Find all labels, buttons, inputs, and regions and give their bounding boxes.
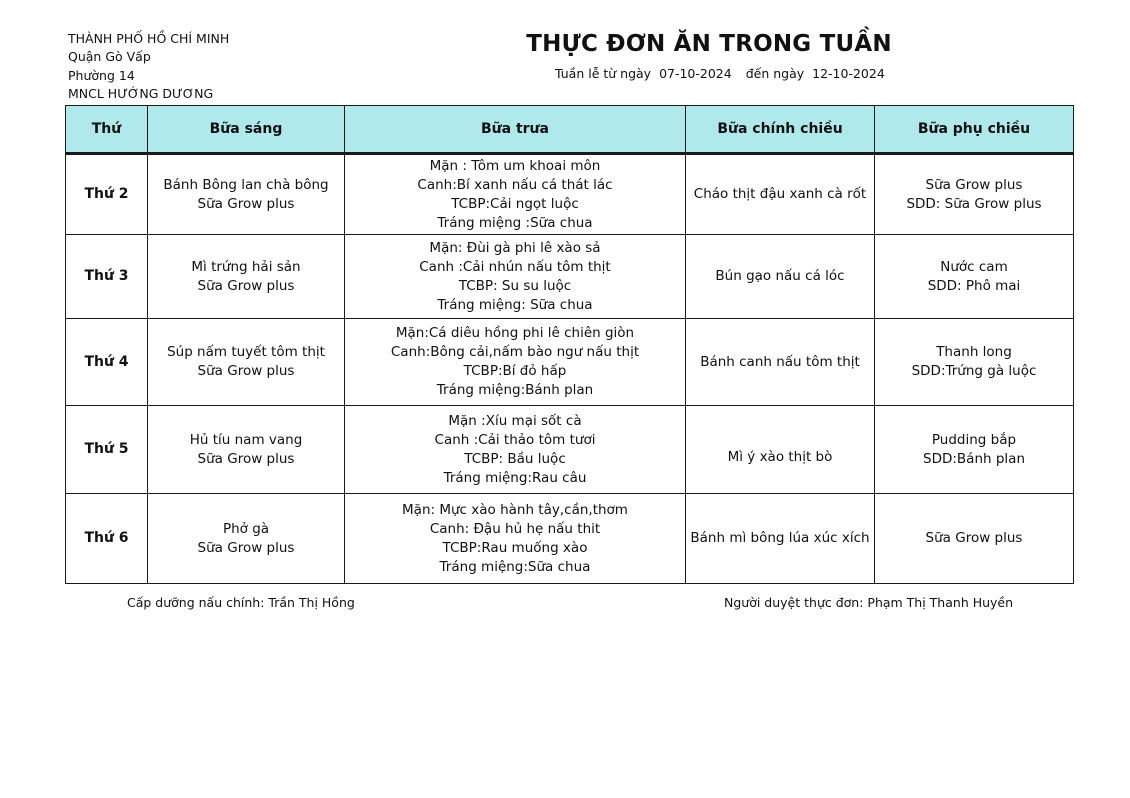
menu-line: Tráng miệng:Sữa chua (439, 558, 591, 575)
menu-line: Tráng miệng: Sữa chua (437, 296, 593, 313)
table-row (66, 406, 1074, 494)
menu-line: Mặn : Tôm um khoai môn (429, 157, 601, 174)
table-header-row (66, 106, 1074, 154)
afternoon-main-cell (686, 154, 875, 235)
menu-line: Thanh long (936, 344, 1012, 360)
menu-line: Phở gà (222, 520, 270, 537)
menu-line: TCBP:Rau muống xào (442, 539, 588, 556)
day-cell: Thứ 5 (66, 406, 148, 494)
menu-line: Canh :Cải nhún nấu tôm thịt (419, 258, 611, 275)
menu-line: Bánh canh nấu tôm thịt (700, 353, 860, 370)
menu-line: Tráng miệng:Bánh plan (436, 382, 594, 398)
menu-line: Súp nấm tuyết tôm thịt (167, 344, 325, 360)
day-cell: Thứ 6 (66, 494, 148, 584)
breakfast-cell (148, 406, 345, 494)
menu-line: Canh: Đậu hủ hẹ nấu thit (429, 520, 601, 537)
school-info (68, 30, 229, 103)
lunch-cell (345, 494, 686, 584)
menu-line: Hủ tíu nam vang (189, 431, 303, 448)
menu-line: Canh:Bông cải,nấm bào ngư nấu thịt (390, 344, 640, 360)
afternoon-snack-cell (875, 319, 1074, 406)
menu-line: Sữa Grow plus (925, 176, 1023, 193)
day-cell: Thứ 3 (66, 235, 148, 319)
cook-signature: Cấp dưỡng nấu chính: Trần Thị Hồng (127, 595, 355, 610)
menu-line: Sữa Grow plus (197, 539, 295, 556)
approver-signature: Người duyệt thực đơn: Phạm Thị Thanh Huyền (724, 595, 1014, 610)
menu-line: Canh:Bí xanh nấu cá thát lác (417, 176, 613, 193)
week-mid-text: đến ngày (745, 66, 805, 81)
menu-line: TCBP: Bầu luộc (464, 450, 566, 467)
afternoon-main-cell (686, 319, 875, 406)
breakfast-cell (148, 235, 345, 319)
menu-line: TCBP:Cải ngọt luộc (451, 195, 579, 212)
menu-line: Sữa Grow plus (197, 277, 295, 294)
afternoon-main-cell (686, 406, 875, 494)
week-range (555, 66, 889, 81)
menu-line: Tráng miệng:Rau câu (443, 469, 587, 486)
menu-line: Cháo thịt đậu xanh cà rốt (693, 186, 867, 202)
menu-line: Sữa Grow plus (197, 450, 295, 467)
day-cell: Thứ 4 (66, 319, 148, 406)
menu-line: SDD:Bánh plan (923, 450, 1025, 467)
afternoon-main-cell (686, 235, 875, 319)
table-row (66, 319, 1074, 406)
week-start-date: 07-10-2024 (659, 66, 732, 81)
menu-line: Bánh mì bông lúa xúc xích (690, 530, 870, 546)
district-name: Quận Gò Vấp (68, 49, 151, 65)
page-title: THỰC ĐƠN ĂN TRONG TUẦN (526, 31, 892, 57)
menu-line: Mặn:Cá diêu hồng phi lê chiên giòn (395, 325, 635, 341)
menu-line: TCBP:Bí đỏ hấp (463, 363, 567, 379)
afternoon-main-cell (686, 494, 875, 584)
afternoon-snack-cell (875, 494, 1074, 584)
menu-line: Tráng miệng :Sữa chua (437, 214, 593, 231)
column-header-afternoon-main: Bữa chính chiều (686, 106, 875, 154)
table-row (66, 235, 1074, 319)
menu-line: Mặn: Mực xào hành tây,cần,thơm (402, 501, 628, 518)
menu-line: Mì trứng hải sản (191, 258, 301, 275)
week-prefix: Tuần lễ từ ngày (555, 66, 652, 81)
breakfast-cell (148, 319, 345, 406)
menu-line: Mặn: Đùi gà phi lê xào sả (429, 239, 601, 256)
afternoon-snack-cell (875, 235, 1074, 319)
column-header-afternoon-snack: Bữa phụ chiều (875, 106, 1074, 154)
menu-line: Bánh Bông lan chà bông (163, 176, 329, 193)
menu-line: Bún gạo nấu cá lóc (715, 268, 845, 284)
ward-name: Phường 14 (68, 67, 135, 83)
column-header-lunch: Bữa trưa (345, 106, 686, 154)
lunch-cell (345, 235, 686, 319)
day-cell: Thứ 2 (66, 154, 148, 235)
menu-line: Sữa Grow plus (197, 195, 295, 212)
lunch-cell (345, 319, 686, 406)
lunch-cell (345, 406, 686, 494)
menu-line: Mặn :Xíu mại sốt cà (448, 412, 582, 429)
afternoon-snack-cell (875, 406, 1074, 494)
breakfast-cell (148, 494, 345, 584)
menu-line: SDD:Trứng gà luộc (911, 363, 1037, 379)
menu-line: Sữa Grow plus (925, 530, 1023, 546)
table-row (66, 154, 1074, 235)
column-header-breakfast: Bữa sáng (148, 106, 345, 154)
lunch-cell (345, 154, 686, 235)
menu-line: Pudding bắp (931, 431, 1017, 448)
menu-line: SDD: Phô mai (927, 277, 1021, 294)
table-row (66, 494, 1074, 584)
menu-line: Mì ý xào thịt bò (727, 449, 833, 465)
menu-line: Nước cam (940, 258, 1008, 275)
menu-line: SDD: Sữa Grow plus (906, 195, 1042, 212)
menu-line: TCBP: Su su luộc (458, 277, 572, 294)
school-name: MNCL HƯỚNG DƯƠNG (68, 85, 214, 101)
week-end-date: 12-10-2024 (812, 66, 885, 81)
city-name: THÀNH PHỐ HỒ CHÍ MINH (68, 31, 230, 46)
breakfast-cell (148, 154, 345, 235)
afternoon-snack-cell (875, 154, 1074, 235)
menu-line: Canh :Cải thảo tôm tươi (434, 431, 596, 448)
weekly-menu-table (65, 105, 1074, 584)
menu-line: Sữa Grow plus (197, 363, 295, 379)
column-header-day: Thứ (66, 106, 148, 154)
